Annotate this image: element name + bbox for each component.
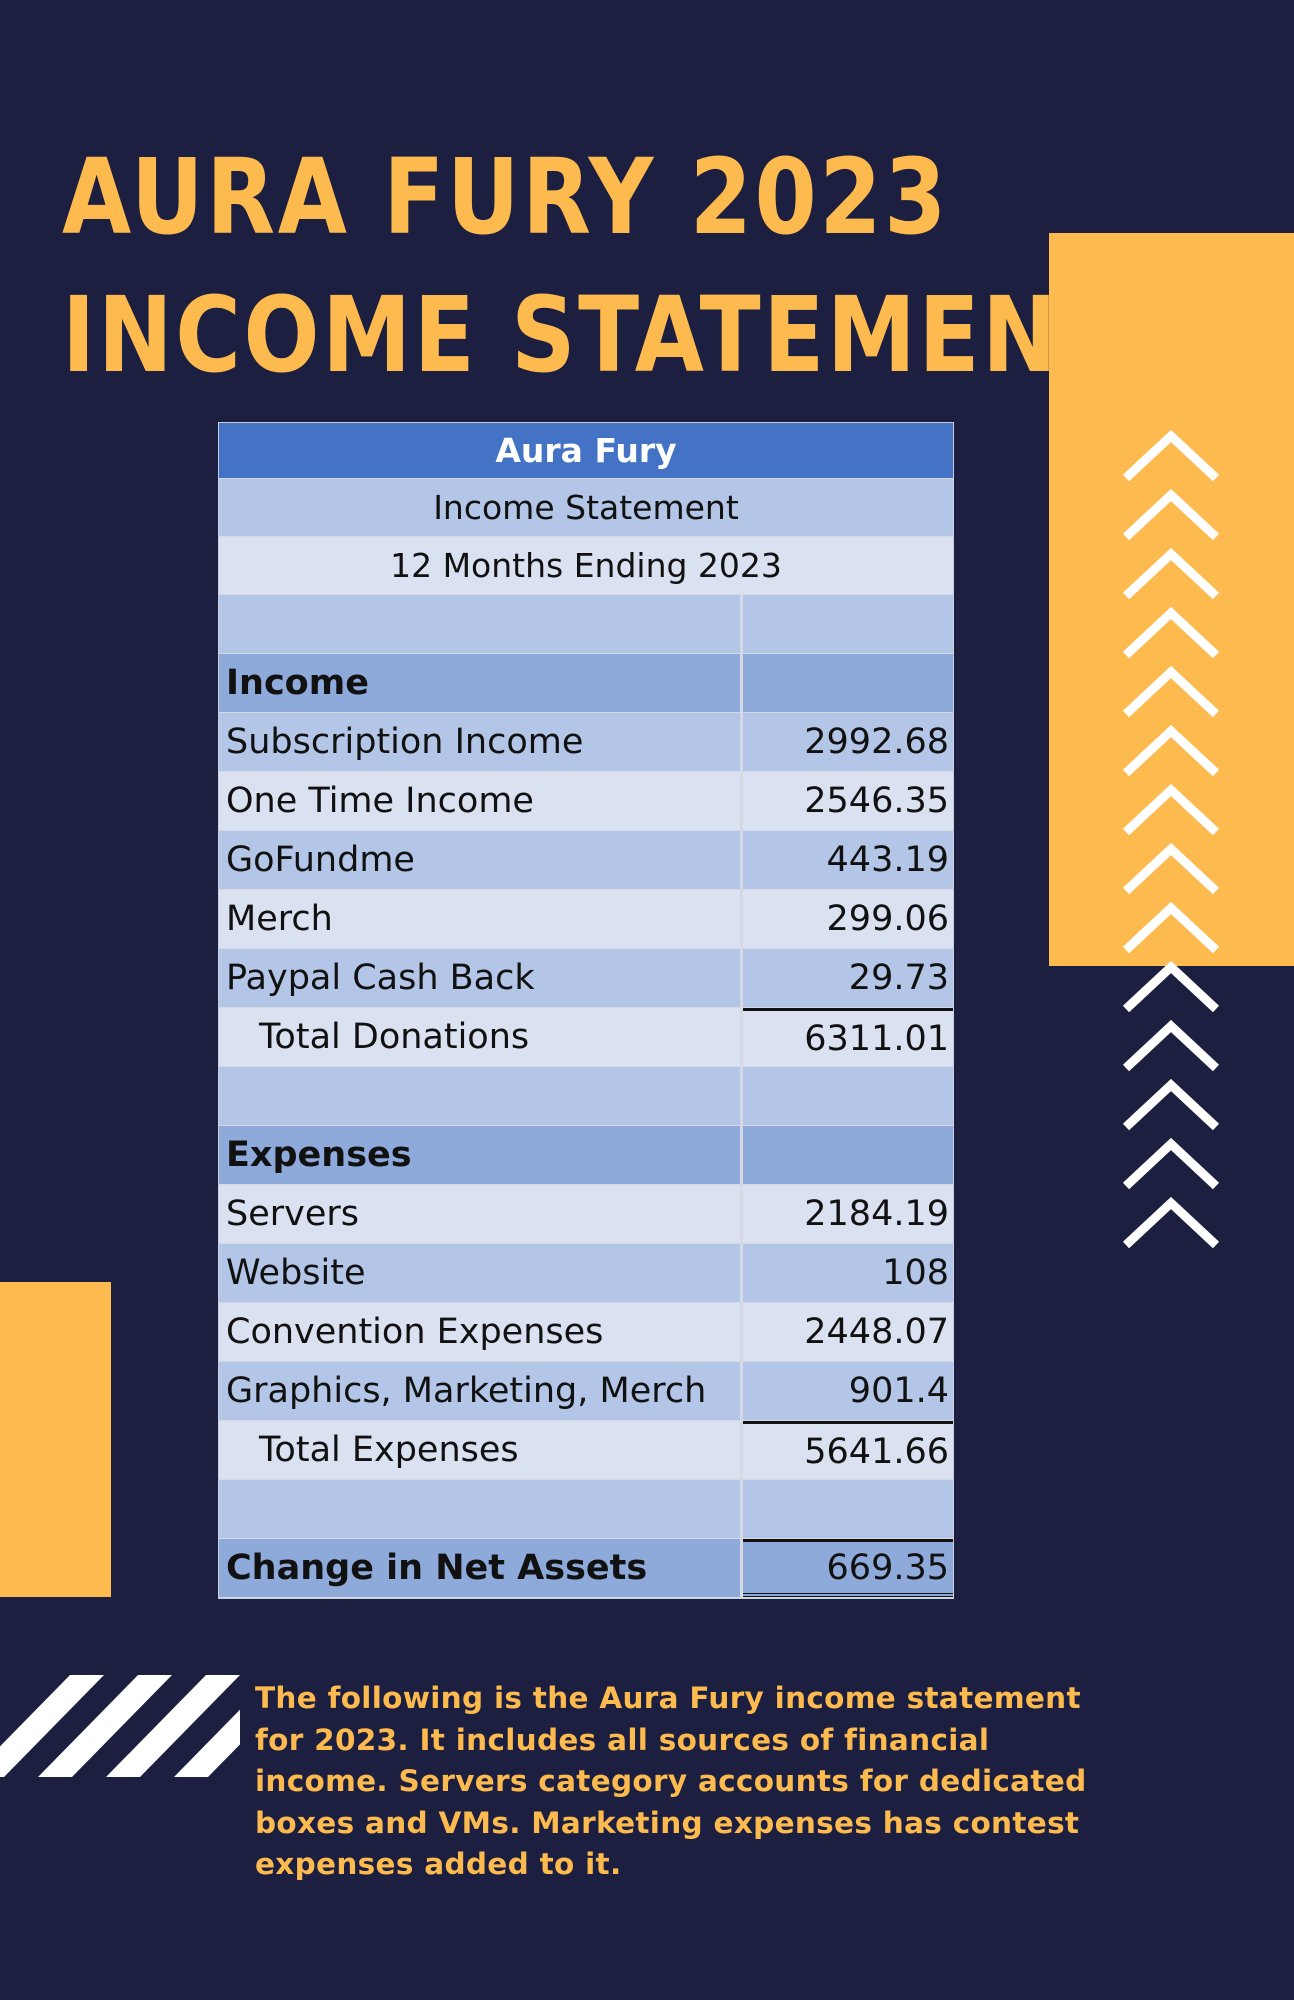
chevron-up-icon — [1126, 967, 1216, 1009]
total-donations-label: Total Donations — [219, 1008, 743, 1066]
total-donations-row — [219, 1008, 953, 1067]
net-assets-row — [219, 1539, 953, 1598]
net-assets-label: Change in Net Assets — [219, 1539, 743, 1597]
row-value: 2546.35 — [804, 781, 949, 821]
table-row — [219, 831, 953, 890]
income-heading: Income — [219, 654, 743, 712]
expenses-heading: Expenses — [219, 1126, 743, 1184]
expenses-heading-row — [219, 1126, 953, 1185]
spacer-row — [219, 1480, 953, 1539]
row-label: One Time Income — [219, 772, 743, 830]
table-row — [219, 1185, 953, 1244]
row-label: GoFundme — [219, 831, 743, 889]
chevron-up-icon — [1126, 849, 1216, 891]
row-value: 2184.19 — [804, 1194, 949, 1234]
page-title-line-2: INCOME STATEMENT — [62, 274, 1124, 396]
statement-period-row — [219, 537, 953, 595]
table-row — [219, 1303, 953, 1362]
chevron-up-icon — [1126, 613, 1216, 655]
chevron-up-icon — [1126, 790, 1216, 832]
row-value: 299.06 — [826, 899, 949, 939]
spacer-row — [219, 1067, 953, 1126]
row-value: 901.4 — [848, 1371, 949, 1411]
decorative-orange-panel-left — [0, 1282, 111, 1597]
row-label: Website — [219, 1244, 743, 1302]
row-value: 443.19 — [826, 840, 949, 880]
statement-period: 12 Months Ending 2023 — [390, 546, 782, 585]
total-donations-value: 6311.01 — [743, 1008, 953, 1066]
diagonal-stripes-icon — [0, 1675, 240, 1777]
row-value: 2992.68 — [804, 722, 949, 762]
row-label: Subscription Income — [219, 713, 743, 771]
chevron-up-icon — [1126, 672, 1216, 714]
chevron-up-icon — [1126, 1203, 1216, 1245]
row-value: 29.73 — [848, 958, 949, 998]
total-expenses-label: Total Expenses — [219, 1421, 743, 1479]
statement-title-row — [219, 479, 953, 537]
table-row — [219, 1244, 953, 1303]
row-label: Paypal Cash Back — [219, 949, 743, 1007]
statement-description: The following is the Aura Fury income statement for 2023. It includes all sources of financial income. Servers category accounts for dedicated boxes and VMs. Marketing expenses has contest expenses added to it. — [255, 1681, 1087, 1881]
chevron-up-icon — [1126, 1085, 1216, 1127]
row-label: Convention Expenses — [219, 1303, 743, 1361]
table-row — [219, 713, 953, 772]
total-expenses-row — [219, 1421, 953, 1480]
chevron-up-icon — [1126, 554, 1216, 596]
statement-company-row — [219, 423, 953, 479]
page-title — [62, 128, 1123, 404]
chevron-up-icon — [1126, 1026, 1216, 1068]
row-value: 2448.07 — [804, 1312, 949, 1352]
chevron-up-icon — [1126, 495, 1216, 537]
spacer-row — [219, 595, 953, 654]
table-row — [219, 949, 953, 1008]
total-expenses-value: 5641.66 — [743, 1421, 953, 1479]
chevron-up-icon — [1126, 436, 1216, 478]
table-row — [219, 890, 953, 949]
row-value: 108 — [882, 1253, 949, 1293]
statement-company: Aura Fury — [495, 431, 677, 470]
chevron-up-icon — [1126, 1144, 1216, 1186]
statement-title: Income Statement — [433, 488, 739, 527]
chevron-up-icon — [1126, 731, 1216, 773]
income-heading-row — [219, 654, 953, 713]
chevron-up-icon — [1126, 908, 1216, 950]
income-statement-table — [218, 422, 954, 1599]
page-title-line-1: AURA FURY 2023 — [62, 136, 949, 258]
net-assets-value: 669.35 — [743, 1539, 953, 1597]
row-label: Graphics, Marketing, Merch — [219, 1362, 743, 1420]
row-label: Servers — [219, 1185, 743, 1243]
row-label: Merch — [219, 890, 743, 948]
chevron-up-icon-column — [1120, 418, 1222, 1248]
table-row — [219, 772, 953, 831]
table-row — [219, 1362, 953, 1421]
